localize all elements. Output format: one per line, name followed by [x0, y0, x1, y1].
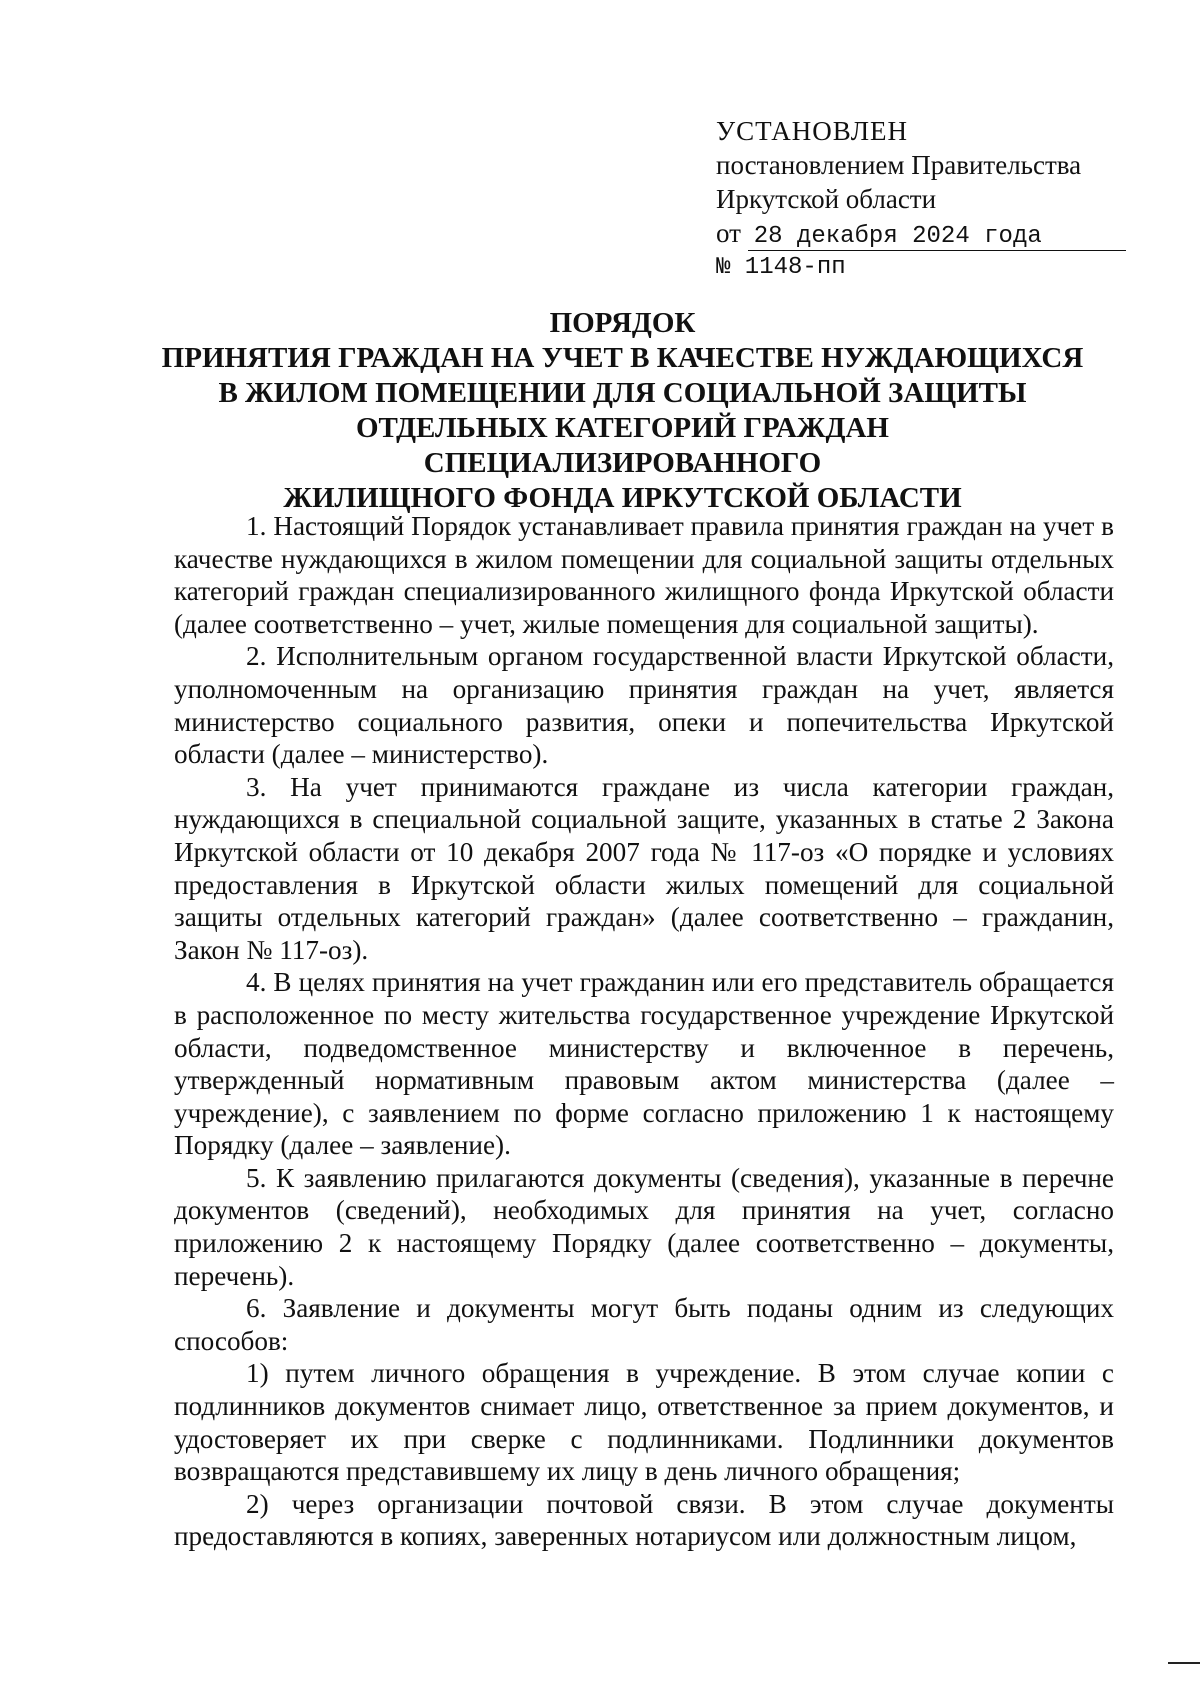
- approval-date-value: 28 декабря 2024 года: [748, 224, 1126, 251]
- paragraph-4: 4. В целях принятия на учет гражданин или его представитель обращается в расположенное по месту жительства государственное учреждение Иркутской области, подведомственное министерству и включенное в перечень, утвержденный нормативным правовым актом министерства (далее – учреждение), с заявлением по форме согласно приложению 1 к настоящему Порядку (далее – заявление).: [174, 967, 1114, 1161]
- approval-date: [716, 216, 1156, 251]
- title-line-5: ЖИЛИЩНОГО ФОНДА ИРКУТСКОЙ ОБЛАСТИ: [283, 482, 962, 514]
- paragraph-5: 5. К заявлению прилагаются документы (сведения), указанные в перечне документов (сведений), необходимых для принятия на учет, согласно приложению 2 к настоящему Порядку (далее соответственно – документы, перечень).: [174, 1162, 1114, 1291]
- paragraph-6-item-2: 2) через организации почтовой связи. В этом случае документы предоставляются в копиях, заверенных нотариусом или должностным лицом,: [174, 1488, 1114, 1552]
- title-line-1: ПОРЯДОК: [549, 307, 696, 339]
- title-line-3: В ЖИЛОМ ПОМЕЩЕНИИ ДЛЯ СОЦИАЛЬНОЙ ЗАЩИТЫ: [218, 377, 1027, 409]
- approval-date-prefix: от: [716, 218, 741, 248]
- title-line-2: ПРИНЯТИЯ ГРАЖДАН НА УЧЕТ В КАЧЕСТВЕ НУЖДАЮЩИХСЯ: [161, 342, 1084, 374]
- document-title: [160, 306, 1085, 516]
- approval-line-2: Иркутской области: [716, 184, 937, 214]
- approval-number: № 1148-пп: [716, 254, 846, 281]
- document-body: [174, 510, 1114, 1553]
- paragraph-6-item-1: 1) путем личного обращения в учреждение. В этом случае копии с подлинников документов снимает лицо, ответственное за прием документов, и удостоверяет их при сверке с подлинниками. Подлинники документов возвращаются представившему их лицу в день личного обращения;: [174, 1358, 1114, 1487]
- paragraph-6: 6. Заявление и документы могут быть поданы одним из следующих способов:: [174, 1293, 1114, 1356]
- approval-line-1: постановлением Правительства: [716, 150, 1082, 180]
- approval-heading: УСТАНОВЛЕН: [716, 116, 909, 146]
- paragraph-1: 1. Настоящий Порядок устанавливает правила принятия граждан на учет в качестве нуждающихся в жилом помещении для социальной защиты отдельных категорий граждан специализированного жилищного фонда Иркутской области (далее соответственно – учет, жилые помещения для социальной защиты).: [174, 511, 1114, 639]
- page-corner-mark: [1168, 1662, 1200, 1664]
- paragraph-2: 2. Исполнительным органом государственной власти Иркутской области, уполномоченным на организацию принятия граждан на учет, является министерство социального развития, опеки и попечительства Иркутской области (далее – министерство).: [174, 641, 1114, 770]
- title-line-4: ОТДЕЛЬНЫХ КАТЕГОРИЙ ГРАЖДАН СПЕЦИАЛИЗИРОВАННОГО: [356, 412, 889, 479]
- paragraph-3: 3. На учет принимаются граждане из числа категории граждан, нуждающихся в специальной социальной защите, указанных в статье 2 Закона Иркутской области от 10 декабря 2007 года № 117-оз «О порядке и условиях предоставления в Иркутской области жилых помещений для социальной защиты отдельных категорий граждан» (далее соответственно – гражданин, Закон № 117-оз).: [174, 771, 1114, 965]
- approval-stamp: [716, 114, 1156, 285]
